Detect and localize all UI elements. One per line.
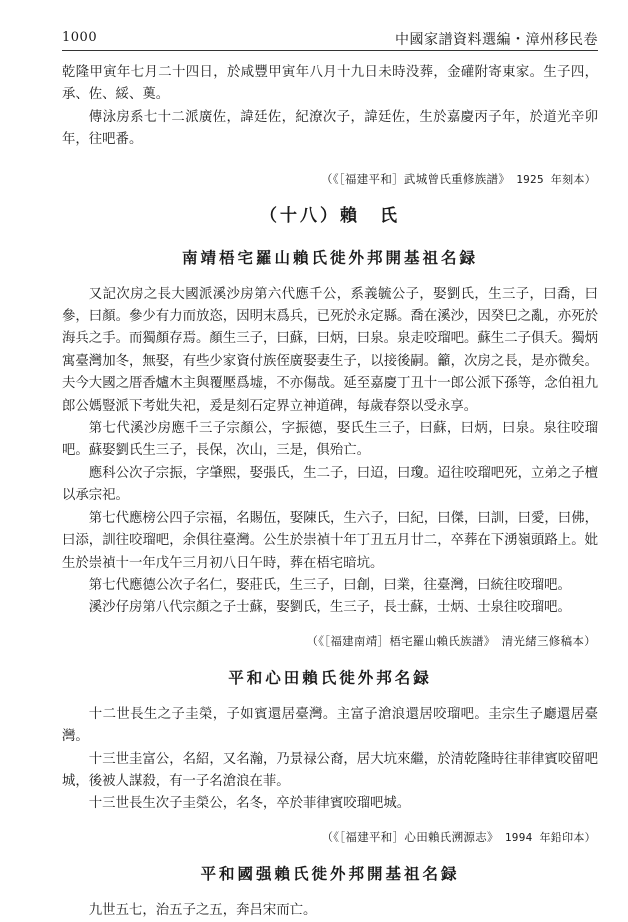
source-title: （《［福建平和］心田賴氏溯源志》 [321, 829, 494, 844]
source-title: （《［福建平和］武城曾氏重修族譜》 [321, 171, 505, 186]
paragraph: 十三世圭富公，名紹，又名瀚，乃景禄公裔，居大坑來繼，於清乾隆時往菲律賓咬留吧城，後被人謀殺，有一子名滄浪在菲。 [62, 751, 598, 789]
page-header [62, 26, 598, 51]
source-publication: 1925 年刻本） [516, 172, 596, 186]
page-content [62, 62, 598, 922]
paragraph: 十二世長生之子圭榮，子如賓還居臺灣。主富子滄浪還居咬瑠吧。圭宗生子廳還居臺灣。 [62, 706, 598, 745]
paragraph: 又記次房之長大國派溪沙房第六代應千公，系義毓公子，娶劉氏，生三子，曰喬，曰參，曰顏。參少有力而放恣，因明末爲兵，已死於永定縣。喬在溪沙，因癸巳之亂，亦死於海兵之手。而獨顏存焉。顏生三子，曰蘇，曰炳，曰泉。泉走咬瑠吧。蘇生二子俱夭。獨炳寓臺灣加冬，無娶，有些少家資付族侄廣娶妻生子，以接後嗣。籲，次房之長，是亦微矣。夫今大國之厝香爐木主與覆壓爲墟，不亦傷哉。延至嘉慶丁丑十一郎公派下孫等，念伯祖九郎公媽豎派下考妣失祀，爰是刻石定界立神道碑，每歲春祭以受永享。 [62, 286, 598, 414]
list-title: 平和心田賴氏徙外邦名録 [228, 667, 432, 687]
paragraph: 傳泳房系七十二派廣佐，諱廷佐，紀潦次子，諱廷佐，生於嘉慶丙子年，於道光辛卯年，往吧番。 [62, 109, 598, 148]
list-title: 南靖梧宅羅山賴氏徙外邦開基祖名録 [181, 247, 478, 267]
running-title: 中國家譜資料選編・漳州移民卷 [395, 32, 598, 48]
source-publication: 1994 年鉛印本） [504, 830, 596, 844]
paragraph: 溪沙仔房第八代宗顏之子士蘇，娶劉氏，生三子，長士蘇，士炳、士泉往咬瑠吧。 [88, 600, 571, 616]
source-publication: 清光緒三修稿本） [501, 633, 596, 648]
page-number: 1000 [62, 30, 98, 45]
paragraph: 九世五七，治五子之五，奔吕宋而亡。 [88, 902, 317, 918]
paragraph: 第七代應榜公四子宗福，名賜伍，娶陳氏，生六子，曰紀，曰傑，曰訓，曰愛，曰佛，曰添，訓往咬瑠吧，余俱往臺灣。公生於崇禎十年丁丑五月廿二，卒葬在下湧嶺頭路上。妣生於崇禎十一年戊午三月初八日午時，葬在梧宅暗坑。 [62, 510, 598, 571]
paragraph: 乾隆甲寅年七月二十四日，於咸豐甲寅年八月十九日未時没葬，金礶附寄東家。生子四，承、佐、綏、薁。 [62, 65, 598, 103]
paragraph: 第七代應德公次子名仁，娶莊氏，生三子，曰創，曰業，往臺灣，曰統往咬瑠吧。 [88, 577, 571, 593]
paragraph: 應科公次子宗振，字肇熙，娶張氏，生二子，曰迢，曰瓊。迢往咬瑠吧死，立弟之子檀以承宗祀。 [62, 465, 598, 504]
list-title: 平和國强賴氏徙外邦開基祖名録 [200, 863, 460, 883]
source-citation [62, 630, 598, 652]
source-citation [62, 168, 598, 190]
paragraph: 十三世長生次子圭榮公，名冬，卒於菲律賓咬瑠吧城。 [88, 796, 411, 812]
source-title: （《［福建南靖］梧宅羅山賴氏族譜》 [306, 633, 490, 648]
source-citation [62, 826, 598, 848]
section-title: （十八）賴 氏 [260, 205, 400, 226]
paragraph: 第七代溪沙房應千三子宗顏公，字振德，娶氏生三子，曰蘇，曰炳，曰泉。泉往咬瑠吧。蘇娶劉氏生三子，長保，次山，三是，俱殆亡。 [62, 421, 598, 459]
